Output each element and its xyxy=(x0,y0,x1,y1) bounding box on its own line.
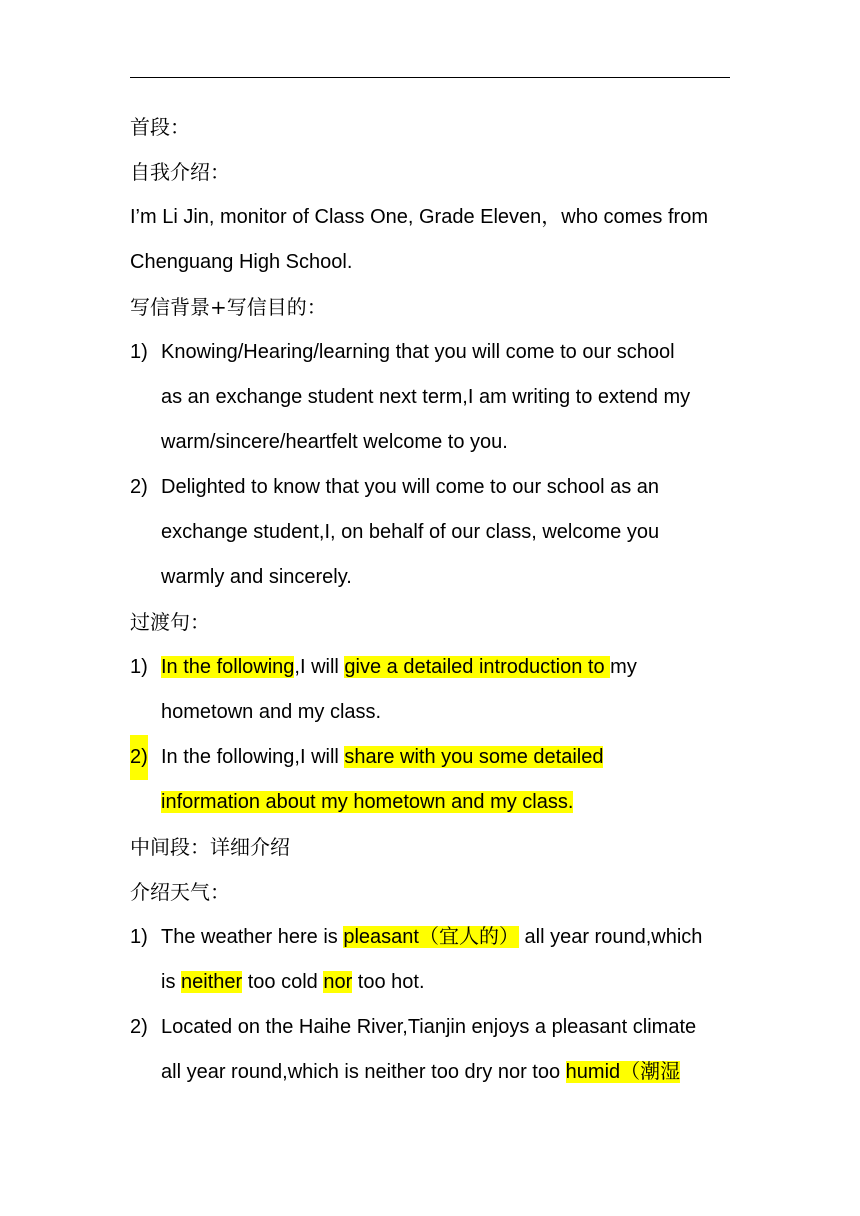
text-segment: is xyxy=(161,971,181,993)
text-segment: my xyxy=(610,656,637,678)
transition-item-2 xyxy=(130,735,740,825)
highlighted-word: neither xyxy=(181,971,243,993)
transition-item-2-line-1 xyxy=(161,735,740,780)
weather-item-1-line-1 xyxy=(161,915,740,960)
list-number: 1) xyxy=(130,926,148,948)
highlighted-phrase: information about my hometown and my class. xyxy=(161,791,574,813)
purpose-label: 写信背景+写信目的： xyxy=(130,295,327,319)
purpose-item-1 xyxy=(130,330,740,465)
text-segment: The weather here is xyxy=(161,926,344,948)
transition-item-1 xyxy=(130,645,740,735)
self-intro-label: 自我介绍： xyxy=(130,160,230,184)
highlighted-phrase: give a detailed introduction to xyxy=(344,656,611,678)
highlighted-phrase: humid（潮湿 xyxy=(565,1061,681,1083)
list-number: 2) xyxy=(130,1016,148,1038)
transition-item-2-line-2 xyxy=(161,780,740,825)
section-heading-first: 首段： xyxy=(130,115,190,139)
purpose-item-2 xyxy=(130,465,740,600)
highlighted-word: nor xyxy=(323,971,353,993)
purpose-item-1-line-3: warm/sincere/heartfelt welcome to you. xyxy=(161,431,508,453)
purpose-item-1-line-1: Knowing/Hearing/learning that you will come to our school xyxy=(161,341,675,363)
weather-item-1-line-2 xyxy=(161,960,740,1005)
text-segment: too cold xyxy=(242,971,324,993)
text-segment: In the following,I will xyxy=(161,746,345,768)
list-number: 2) xyxy=(130,476,148,498)
purpose-item-1-line-2: as an exchange student next term,I am writing to extend my xyxy=(161,386,691,408)
transition-label: 过渡句： xyxy=(130,610,210,634)
list-number: 2) xyxy=(130,735,148,780)
document-body xyxy=(130,105,740,1095)
weather-item-2-line-1: Located on the Haihe River,Tianjin enjoys a pleasant climate xyxy=(161,1016,697,1038)
self-intro-line-1: I’m Li Jin, monitor of Class One, Grade Eleven，who comes from xyxy=(130,206,708,228)
weather-label: 介绍天气： xyxy=(130,880,230,904)
weather-item-1 xyxy=(130,915,740,1005)
list-number: 1) xyxy=(130,341,148,363)
text-segment: all year round,which is neither too dry nor too xyxy=(161,1061,566,1083)
transition-item-1-line-2: hometown and my class. xyxy=(161,701,382,723)
transition-item-1-line-1 xyxy=(161,645,740,690)
self-intro-line-2: Chenguang High School. xyxy=(130,251,353,273)
text-segment: ,I will xyxy=(294,656,345,678)
list-number: 1) xyxy=(130,656,148,678)
weather-item-2-line-2 xyxy=(161,1050,740,1095)
purpose-item-2-line-2: exchange student,I, on behalf of our class, welcome you xyxy=(161,521,660,543)
highlighted-phrase: share with you some detailed xyxy=(344,746,604,768)
weather-item-2 xyxy=(130,1005,740,1095)
text-segment: too hot. xyxy=(352,971,425,993)
header-rule xyxy=(130,77,730,78)
purpose-item-2-line-1: Delighted to know that you will come to our school as an xyxy=(161,476,660,498)
purpose-item-2-line-3: warmly and sincerely. xyxy=(161,566,352,588)
text-segment: all year round,which xyxy=(518,926,703,948)
highlighted-phrase: pleasant（宜人的） xyxy=(343,926,519,948)
highlighted-phrase: In the following xyxy=(161,656,295,678)
middle-section-label: 中间段：详细介绍 xyxy=(130,835,290,859)
